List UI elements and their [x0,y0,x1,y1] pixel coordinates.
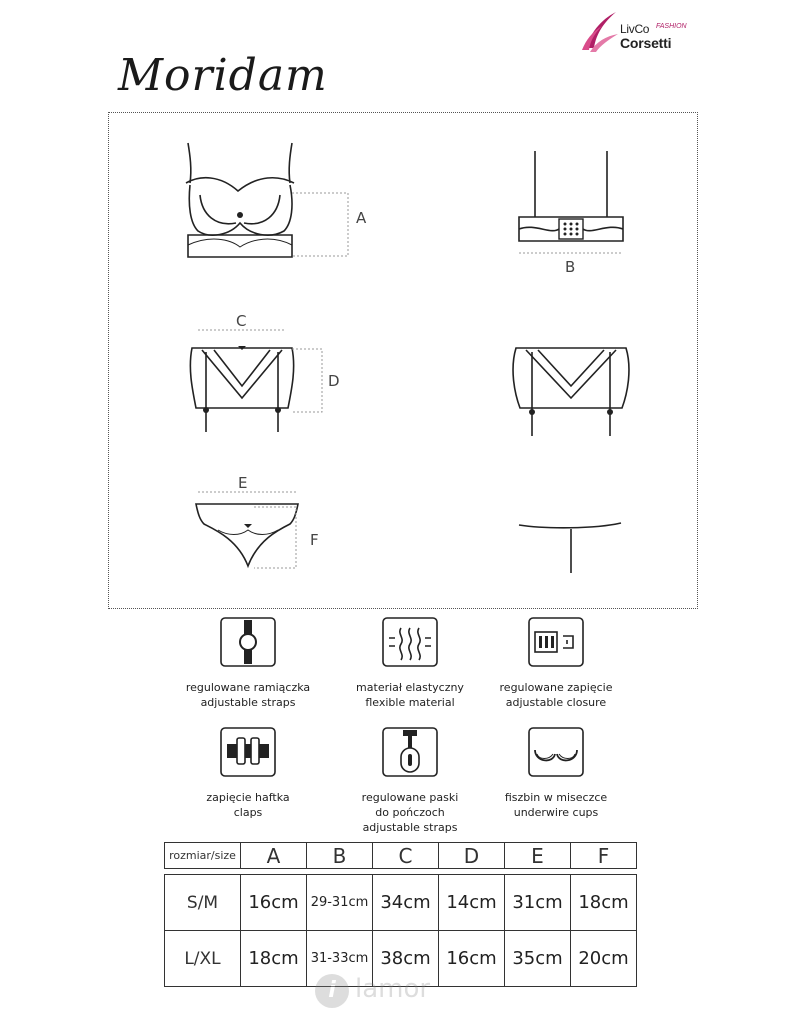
table-cell: 38cm [373,931,439,987]
feature-label-en: adjustable closure [505,696,607,709]
column-header-e: E [505,843,571,869]
table-cell: 20cm [571,931,637,987]
column-header-d: D [439,843,505,869]
watermark-logo-icon: i [315,974,349,1008]
table-cell: 16cm [439,931,505,987]
size-table-header [165,843,637,869]
feature-label-en: underwire cups [513,806,599,819]
hook-clasp-icon [219,726,277,778]
watermark [315,972,485,1012]
feature-hook-clasp [158,726,338,820]
dimension-f-bracket [254,506,300,570]
brand-fashion-tag: FASHION [656,23,687,30]
thong-back-sketch [515,515,625,577]
feature-label-pl: regulowane zapięcie [499,681,613,694]
brand-name-line1: LivCo [620,22,650,36]
table-cell: 18cm [571,875,637,931]
dimension-label-b: B [565,258,576,276]
size-label: S/M [165,875,241,931]
column-header-b: B [307,843,373,869]
dimension-label-f: F [310,531,319,549]
column-header-c: C [373,843,439,869]
underwire-cups-icon [527,726,585,778]
dimension-label-c: C [236,312,247,330]
size-table-corner: rozmiar/size [165,843,241,869]
table-row [165,875,637,931]
watermark-text: lamor [355,974,431,1004]
dimension-a-bracket [292,192,352,258]
table-cell: 31cm [505,875,571,931]
table-cell: 18cm [241,931,307,987]
feature-label-pl: regulowane paski [361,791,459,804]
table-cell: 16cm [241,875,307,931]
brand-swoosh-icon [580,8,620,54]
dimension-d-bracket [292,348,324,414]
feature-label-en: flexible material [365,696,455,709]
feature-adjustable-closure [466,616,646,710]
size-label: L/XL [165,931,241,987]
feature-underwire-cups [466,726,646,820]
dimension-label-e: E [238,474,248,492]
table-cell: 14cm [439,875,505,931]
brand-logo [580,8,720,56]
garter-belt-front-sketch [186,328,298,448]
garter-belt-back-sketch [508,338,634,450]
table-cell: 29-31cm [307,875,373,931]
feature-label-en: claps [233,806,263,819]
dimension-label-a: A [356,209,367,227]
adjustable-straps-icon [219,616,277,668]
bra-back-sketch [515,145,627,255]
feature-label-pl: materiał elastyczny [356,681,464,694]
feature-label-pl: fiszbin w miseczce [504,791,608,804]
table-cell: 35cm [505,931,571,987]
feature-adjustable-straps [158,616,338,710]
feature-label-en: adjustable straps [362,821,458,834]
stocking-straps-icon [381,726,439,778]
column-header-f: F [571,843,637,869]
feature-label-pl-2: do pończoch [375,806,445,819]
feature-label-pl: regulowane ramiączka [185,681,311,694]
adjustable-closure-icon [527,616,585,668]
bra-front-sketch [180,135,300,265]
table-cell: 31-33cm [307,931,373,987]
feature-label-en: adjustable straps [200,696,296,709]
brand-name-line2: Corsetti [620,35,672,51]
dimension-label-d: D [328,372,340,390]
size-table [164,842,637,987]
feature-label-pl: zapięcie haftka [206,791,290,804]
table-cell: 34cm [373,875,439,931]
flexible-material-icon [381,616,439,668]
column-header-a: A [241,843,307,869]
product-title: Moridam [118,50,328,101]
